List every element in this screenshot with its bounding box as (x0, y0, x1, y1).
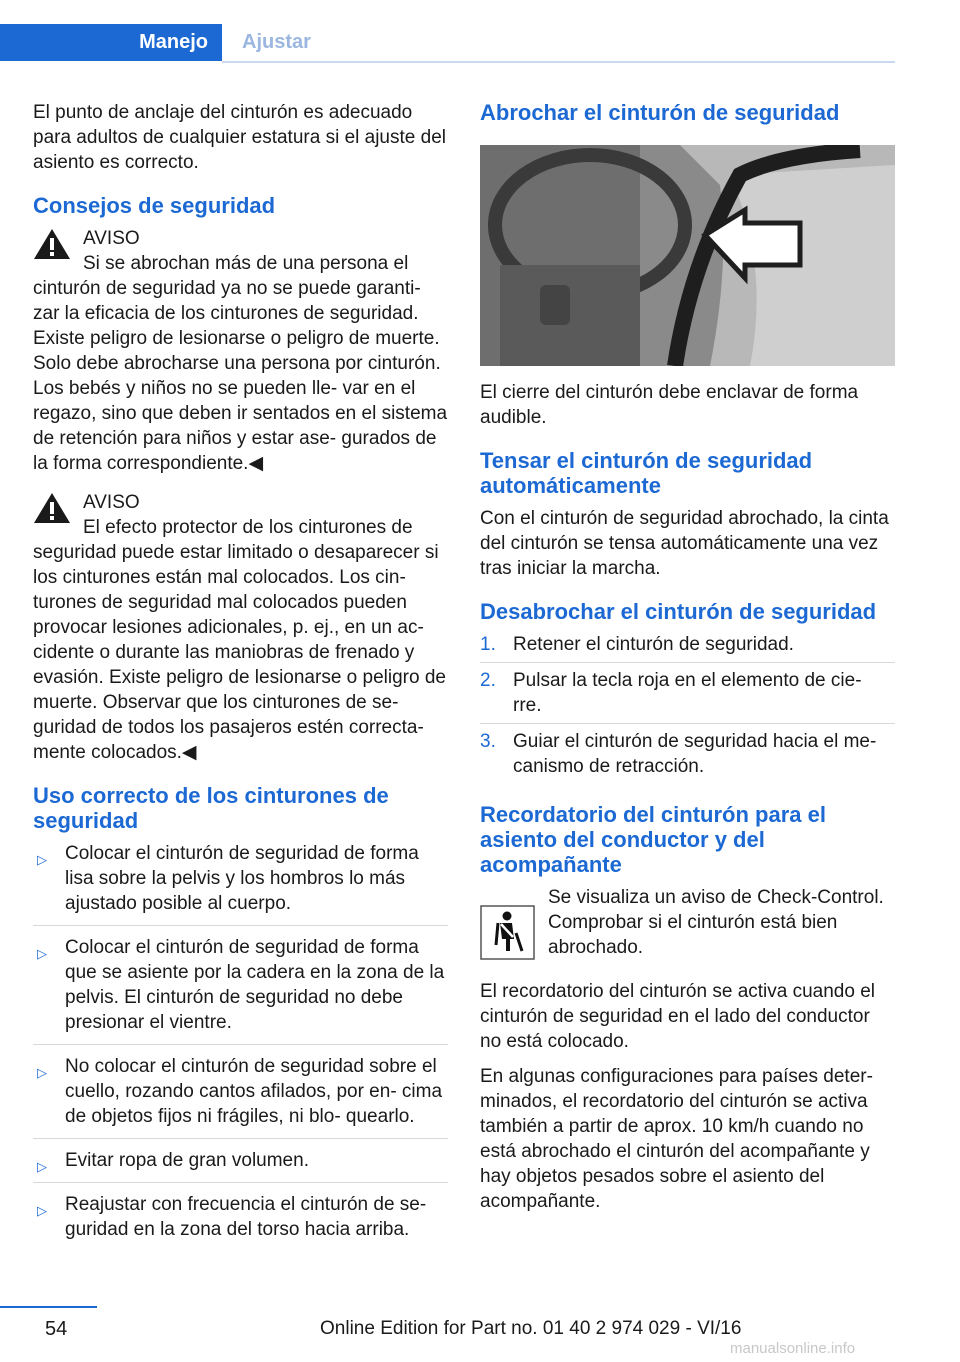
triangle-bullet-icon: ▷ (37, 1159, 47, 1174)
warning-triangle-icon (33, 228, 71, 260)
page-number: 54 (45, 1318, 68, 1340)
warning-block-1 (33, 226, 448, 476)
header-tabs (0, 24, 895, 62)
section-title-uso: Uso correcto de los cinturones de seguridad (33, 783, 389, 833)
triangle-bullet-icon: ▷ (37, 852, 47, 867)
list-item: 3. Guiar el cinturón de seguridad hacia el me- canismo de retracción. (480, 731, 877, 777)
list-item: ▷ Evitar ropa de gran volumen. (33, 1148, 448, 1183)
recordatorio-paragraph-1: El recordatorio del cinturón se activa cuando el cinturón de seguridad en el lado del conductor no está colocado. (480, 981, 876, 1052)
cierre-paragraph: El cierre del cinturón debe enclavar de forma audible. (480, 382, 859, 428)
section-title-recordatorio: Recordatorio del cinturón para el asiento del conductor y del acompañante (480, 802, 826, 877)
recordatorio-paragraph-2: En algunas configuraciones para países deter- minados, el recordatorio del cinturón se activa también a partir de aprox. 10 km/h cuando no está abrochado el cinturón del acompañante y hay objetos pesados sobre el asiento del acompañante. (480, 1066, 873, 1212)
seatbelt-photo (480, 145, 895, 366)
list-item: ▷ Reajustar con frecuencia el cinturón de se- guridad en la zona del torso hacia arriba. (37, 1194, 427, 1240)
watermark: manualsonline.info (730, 1340, 856, 1357)
tab-ajustar[interactable]: Ajustar (242, 31, 311, 53)
edition-text: Online Edition for Part no. 01 40 2 974 029 - VI/16 (320, 1318, 742, 1339)
left-column (33, 100, 448, 1260)
section-title-abrochar: Abrochar el cinturón de seguridad (480, 100, 840, 125)
tab-underline (222, 61, 895, 63)
tab-manejo[interactable]: Manejo (0, 24, 222, 61)
warning-label: AVISO (83, 228, 140, 249)
section-title-desabrochar: Desabrochar el cinturón de seguridad (480, 599, 877, 624)
tensar-paragraph: Con el cinturón de seguridad abrochado, la cinta del cinturón se tensa automáticamente una vez tras iniciar la marcha. (480, 508, 889, 579)
footer-accent-line (0, 1306, 97, 1308)
reminder-text: Se visualiza un aviso de Check-Control. Comprobar si el cinturón está bien abrochado. (548, 887, 884, 958)
seatbelt-reminder-block (480, 885, 895, 965)
triangle-bullet-icon: ▷ (37, 1203, 47, 1218)
section-title-consejos: Consejos de seguridad (33, 193, 276, 218)
section-title-tensar: Tensar el cinturón de seguridad automáticamente (480, 448, 813, 498)
warning-text: Si se abrochan más de una persona el cinturón de seguridad ya no se puede garanti- zar la eficacia de los cinturones de seguridad. Existe peligro de lesionarse o peligro de muerte. Solo debe abrocharse una persona por cinturón. Los bebés y niños no se pueden lle- var en el regazo, sino que deben ir sentados en el sistema de retención para niños y estar ase- gurados de la forma correspondiente.◀ (33, 253, 448, 474)
triangle-bullet-icon: ▷ (37, 946, 47, 961)
warning-block-2 (33, 490, 448, 765)
uso-list (33, 841, 448, 1251)
list-item: ▷ Colocar el cinturón de seguridad de forma que se asiente por la cadera en la zona de la pelvis. El cinturón de seguridad no debe presionar el vientre. (33, 935, 448, 1045)
list-item: ▷ No colocar el cinturón de seguridad sobre el cuello, rozando cantos afilados, por en- cima de objetos fijos ni frágiles, ni blo- quearlo. (33, 1054, 448, 1139)
triangle-bullet-icon: ▷ (37, 1065, 47, 1080)
seatbelt-warning-icon (480, 905, 535, 960)
list-item: ▷ Colocar el cinturón de seguridad de forma lisa sobre la pelvis y los hombros lo más ajustado posible al cuerpo. (33, 841, 448, 926)
list-item: 2. Pulsar la tecla roja en el elemento de cie- rre. (480, 668, 895, 724)
list-item: 1. Retener el cinturón de seguridad. (480, 632, 895, 663)
warning-label: AVISO (83, 492, 140, 513)
intro-paragraph: El punto de anclaje del cinturón es adecuado para adultos de cualquier estatura si el ajuste del asiento es correcto. (33, 102, 446, 173)
warning-text: El efecto protector de los cinturones de seguridad puede estar limitado o desaparecer si los cinturones están mal colocados. Los cin- turones de seguridad mal colocados pueden provocar lesiones adicionales, p. ej., en un ac- cidente o durante las maniobras de frenado y evasión. Existe peligro de lesionarse o peligro de muerte. Observar que los cinturones de se- guridad de todos los pasajeros estén correcta- mente colocados.◀ (33, 517, 446, 763)
warning-triangle-icon (33, 492, 71, 524)
right-column (480, 100, 895, 1224)
desabrochar-steps (480, 632, 895, 784)
